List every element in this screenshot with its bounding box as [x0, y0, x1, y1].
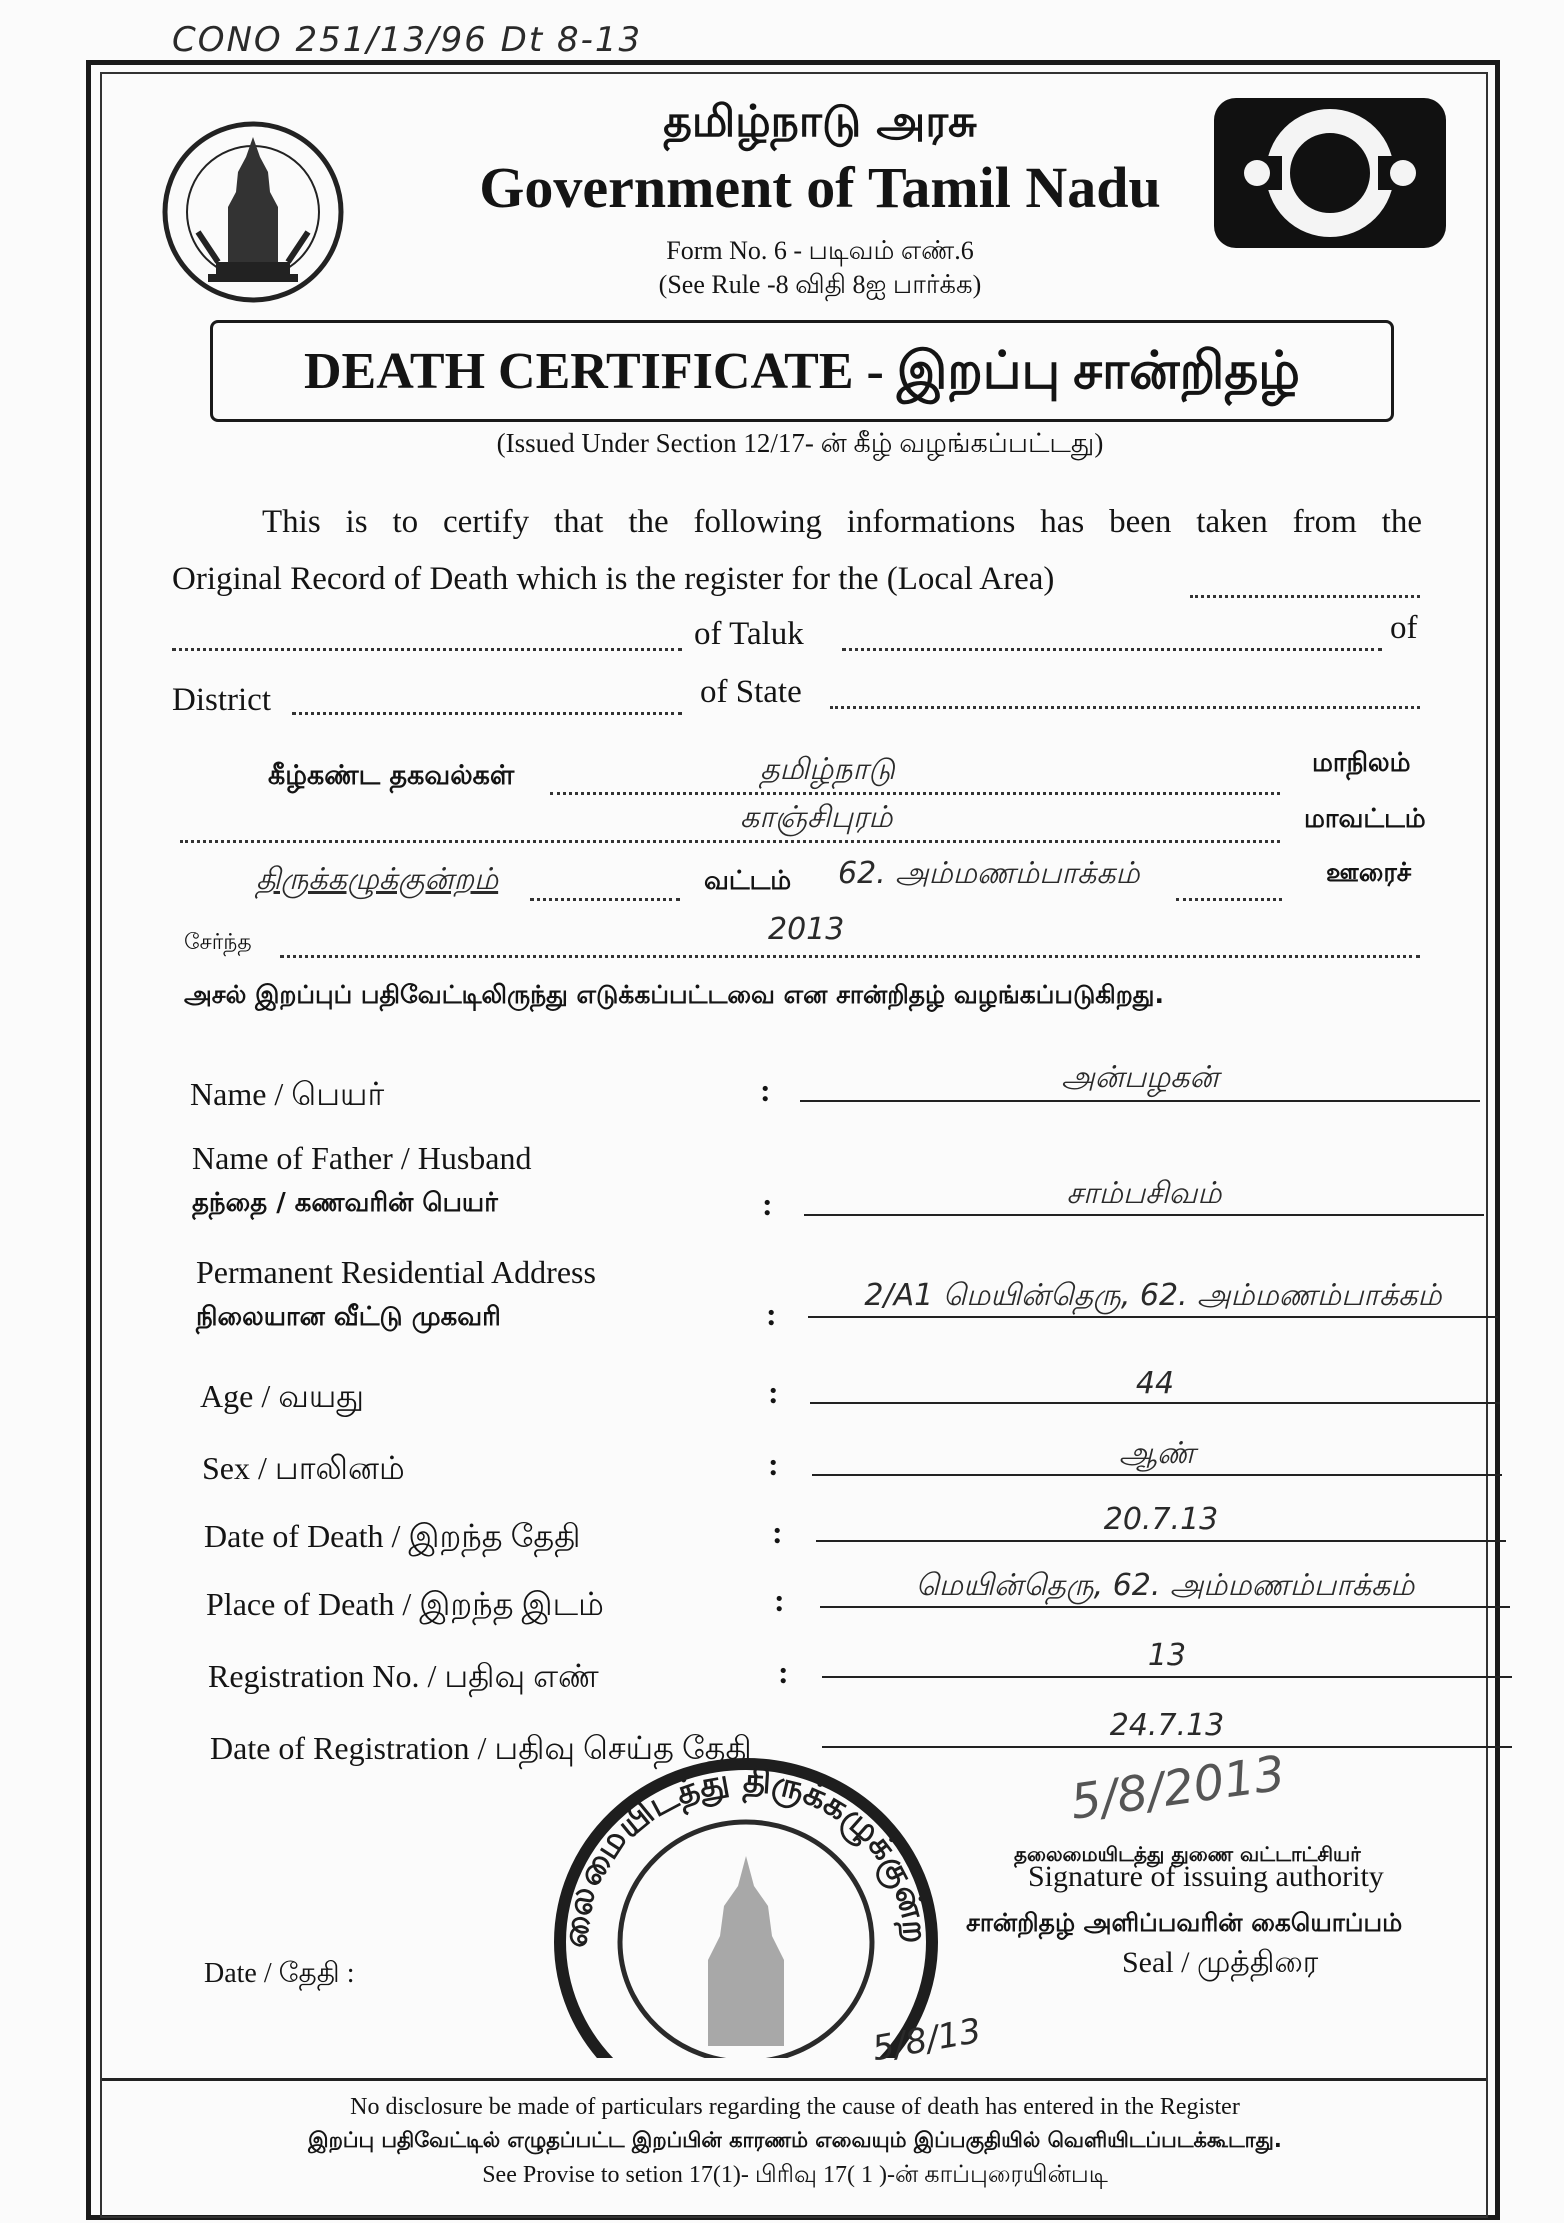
- state-dots: [830, 706, 1420, 709]
- tamil-state-value: தமிழ்நாடு: [760, 752, 895, 787]
- tamil-issued-sentence: அசல் இறப்புப் பதிவேட்டிலிருந்து எடுக்கப்பட்டவை என சான்றிதழ் வழங்கப்படுகிறது.: [184, 980, 1164, 1009]
- tamil-year-value: 2013: [768, 912, 845, 947]
- government-title-english: Government of Tamil Nadu: [479, 155, 1161, 220]
- field-colon: :: [772, 1514, 783, 1550]
- field-value: 2/A1 மெயின்தெரு, 62. அம்மணம்பாக்கம்: [864, 1278, 1442, 1313]
- seal-label: Seal / முத்திரை: [1122, 1946, 1319, 1979]
- footer-note-english: No disclosure be made of particulars regarding the cause of death has entered in the Register: [350, 2094, 1240, 2120]
- issue-date-value: 5/8/13: [869, 2010, 985, 2070]
- official-round-seal: [548, 1746, 944, 2058]
- field-underline: [810, 1402, 1500, 1404]
- tamil-village-value: 62. அம்மணம்பாக்கம்: [838, 856, 1140, 891]
- field-underline: [800, 1100, 1480, 1102]
- field-label: Place of Death / இறந்த இடம்: [206, 1586, 604, 1622]
- field-colon: :: [766, 1296, 777, 1332]
- field-value: 13: [1147, 1638, 1187, 1673]
- case-number-note: CONO 251/13/96 Dt 8-13: [172, 20, 643, 60]
- signature-label-tamil: சான்றிதழ் அளிப்பவரின் கையொப்பம்: [966, 1908, 1403, 1937]
- issued-under: (Issued Under Section 12/17- ன் கீழ் வழங்கப்பட்டது): [496, 428, 1104, 458]
- tamil-nadu-emblem-icon: [158, 112, 348, 312]
- taluk-prefix-dots: [172, 648, 682, 651]
- field-underline: [812, 1474, 1502, 1476]
- tamil-district-label: மாவட்டம்: [1304, 804, 1426, 834]
- field-label: Registration No. / பதிவு எண்: [208, 1658, 599, 1694]
- tamil-year-dots: [280, 955, 1420, 958]
- field-value: 44: [1135, 1366, 1175, 1401]
- field-address: [196, 1254, 1516, 1344]
- field-value: 24.7.13: [1109, 1708, 1225, 1743]
- tamil-district-dots: [180, 840, 1280, 843]
- tamil-taluk-label: வட்டம்: [704, 866, 792, 896]
- field-label: Permanent Residential Address: [196, 1254, 596, 1290]
- field-place-of-death: [206, 1568, 1526, 1642]
- field-label: Name / பெயர்: [190, 1076, 385, 1112]
- tamil-village-dots: [1176, 898, 1282, 901]
- signature-label-english: Signature of issuing authority: [1028, 1860, 1384, 1893]
- footer-divider: [102, 2078, 1486, 2081]
- field-label: Date of Death / இறந்த தேதி: [204, 1518, 581, 1554]
- field-underline: [822, 1676, 1512, 1678]
- local-area-dots: [1190, 595, 1420, 598]
- field-label: Age / வயது: [200, 1378, 365, 1414]
- field-colon: :: [768, 1374, 779, 1410]
- tamil-taluk-dots: [530, 898, 680, 901]
- footer-note-tamil: இறப்பு பதிவேட்டில் எழுதப்பட்ட இறப்பின் காரணம் எவையும் இப்பகுதியில் வெளியிடப்படக்கூடாது.: [308, 2128, 1282, 2152]
- field-value: சாம்பசிவம்: [1066, 1176, 1222, 1211]
- field-underline: [808, 1316, 1498, 1318]
- government-title-tamil: தமிழ்நாடு அரசு: [663, 96, 977, 147]
- district-label: District: [172, 682, 271, 718]
- field-name: [190, 1060, 1510, 1126]
- field-label-tamil: நிலையான வீட்டு முகவரி: [196, 1302, 501, 1332]
- field-father-husband: [192, 1140, 1512, 1230]
- field-registration-number: [208, 1638, 1528, 1714]
- taluk-dots: [842, 648, 1382, 651]
- field-underline: [816, 1540, 1506, 1542]
- tamil-village-label: ஊரைச்: [1326, 858, 1412, 888]
- of-state-label: of State: [700, 674, 802, 710]
- tamil-state-dots: [550, 792, 1280, 795]
- of-taluk-label: of Taluk: [694, 616, 804, 652]
- issue-date-label: Date / தேதி :: [204, 1958, 355, 1989]
- tamil-info-label: கீழ்கண்ட தகவல்கள்: [268, 760, 515, 791]
- tamil-district-value: காஞ்சிபுரம்: [740, 800, 893, 835]
- field-value: மெயின்தெரு, 62. அம்மணம்பாக்கம்: [915, 1568, 1415, 1603]
- field-colon: :: [768, 1446, 779, 1482]
- field-label: Date of Registration / பதிவு செய்த தேதி: [210, 1730, 752, 1766]
- tamil-taluk-value: திருக்கழுக்குன்றம்: [256, 862, 499, 897]
- signature-officer-title: தலைமையிடத்து துணை வட்டாட்சியர்: [1014, 1842, 1361, 1866]
- field-age: [200, 1366, 1520, 1434]
- certificate-title: DEATH CERTIFICATE - இறப்பு சான்றிதழ்: [303, 343, 1301, 400]
- signature-handwriting: 5/8/2013: [1067, 1745, 1289, 1831]
- field-value: ஆண்: [1118, 1436, 1196, 1471]
- certify-line-1: This is to certify that the following informations has been taken from the: [262, 504, 1422, 540]
- field-colon: :: [778, 1654, 789, 1690]
- field-colon: :: [774, 1582, 785, 1618]
- field-label-tamil: தந்தை / கணவரின் பெயர்: [192, 1188, 498, 1218]
- of-label: of: [1390, 610, 1418, 646]
- field-label: Sex / பாலினம்: [202, 1450, 405, 1486]
- field-underline: [820, 1606, 1510, 1608]
- field-underline: [804, 1214, 1484, 1216]
- district-dots: [292, 712, 682, 715]
- seal-text: லைமையிடத்து திருக்கழுக்குன்ற: [554, 1760, 936, 1951]
- see-rule: (See Rule -8 விதி 8ஐ பார்க்க): [658, 270, 982, 299]
- field-date-of-death: [204, 1502, 1524, 1574]
- field-colon: :: [760, 1072, 771, 1108]
- footer-note-section: See Provise to setion 17(1)- பிரிவு 17( 1 )-ன் காப்புரையின்படி: [482, 2162, 1108, 2188]
- field-value: 20.7.13: [1103, 1502, 1219, 1537]
- field-colon: :: [762, 1186, 773, 1222]
- certify-line-2: Original Record of Death which is the register for the (Local Area): [172, 561, 1055, 597]
- tamil-state-label: மாநிலம்: [1312, 748, 1411, 778]
- field-sex: [202, 1436, 1522, 1506]
- form-number: Form No. 6 - படிவம் எண்.6: [666, 236, 974, 265]
- field-value: அன்பழகன்: [1061, 1060, 1219, 1095]
- tamil-serntha-label: சேர்ந்த: [184, 930, 252, 955]
- field-label: Name of Father / Husband: [192, 1140, 532, 1176]
